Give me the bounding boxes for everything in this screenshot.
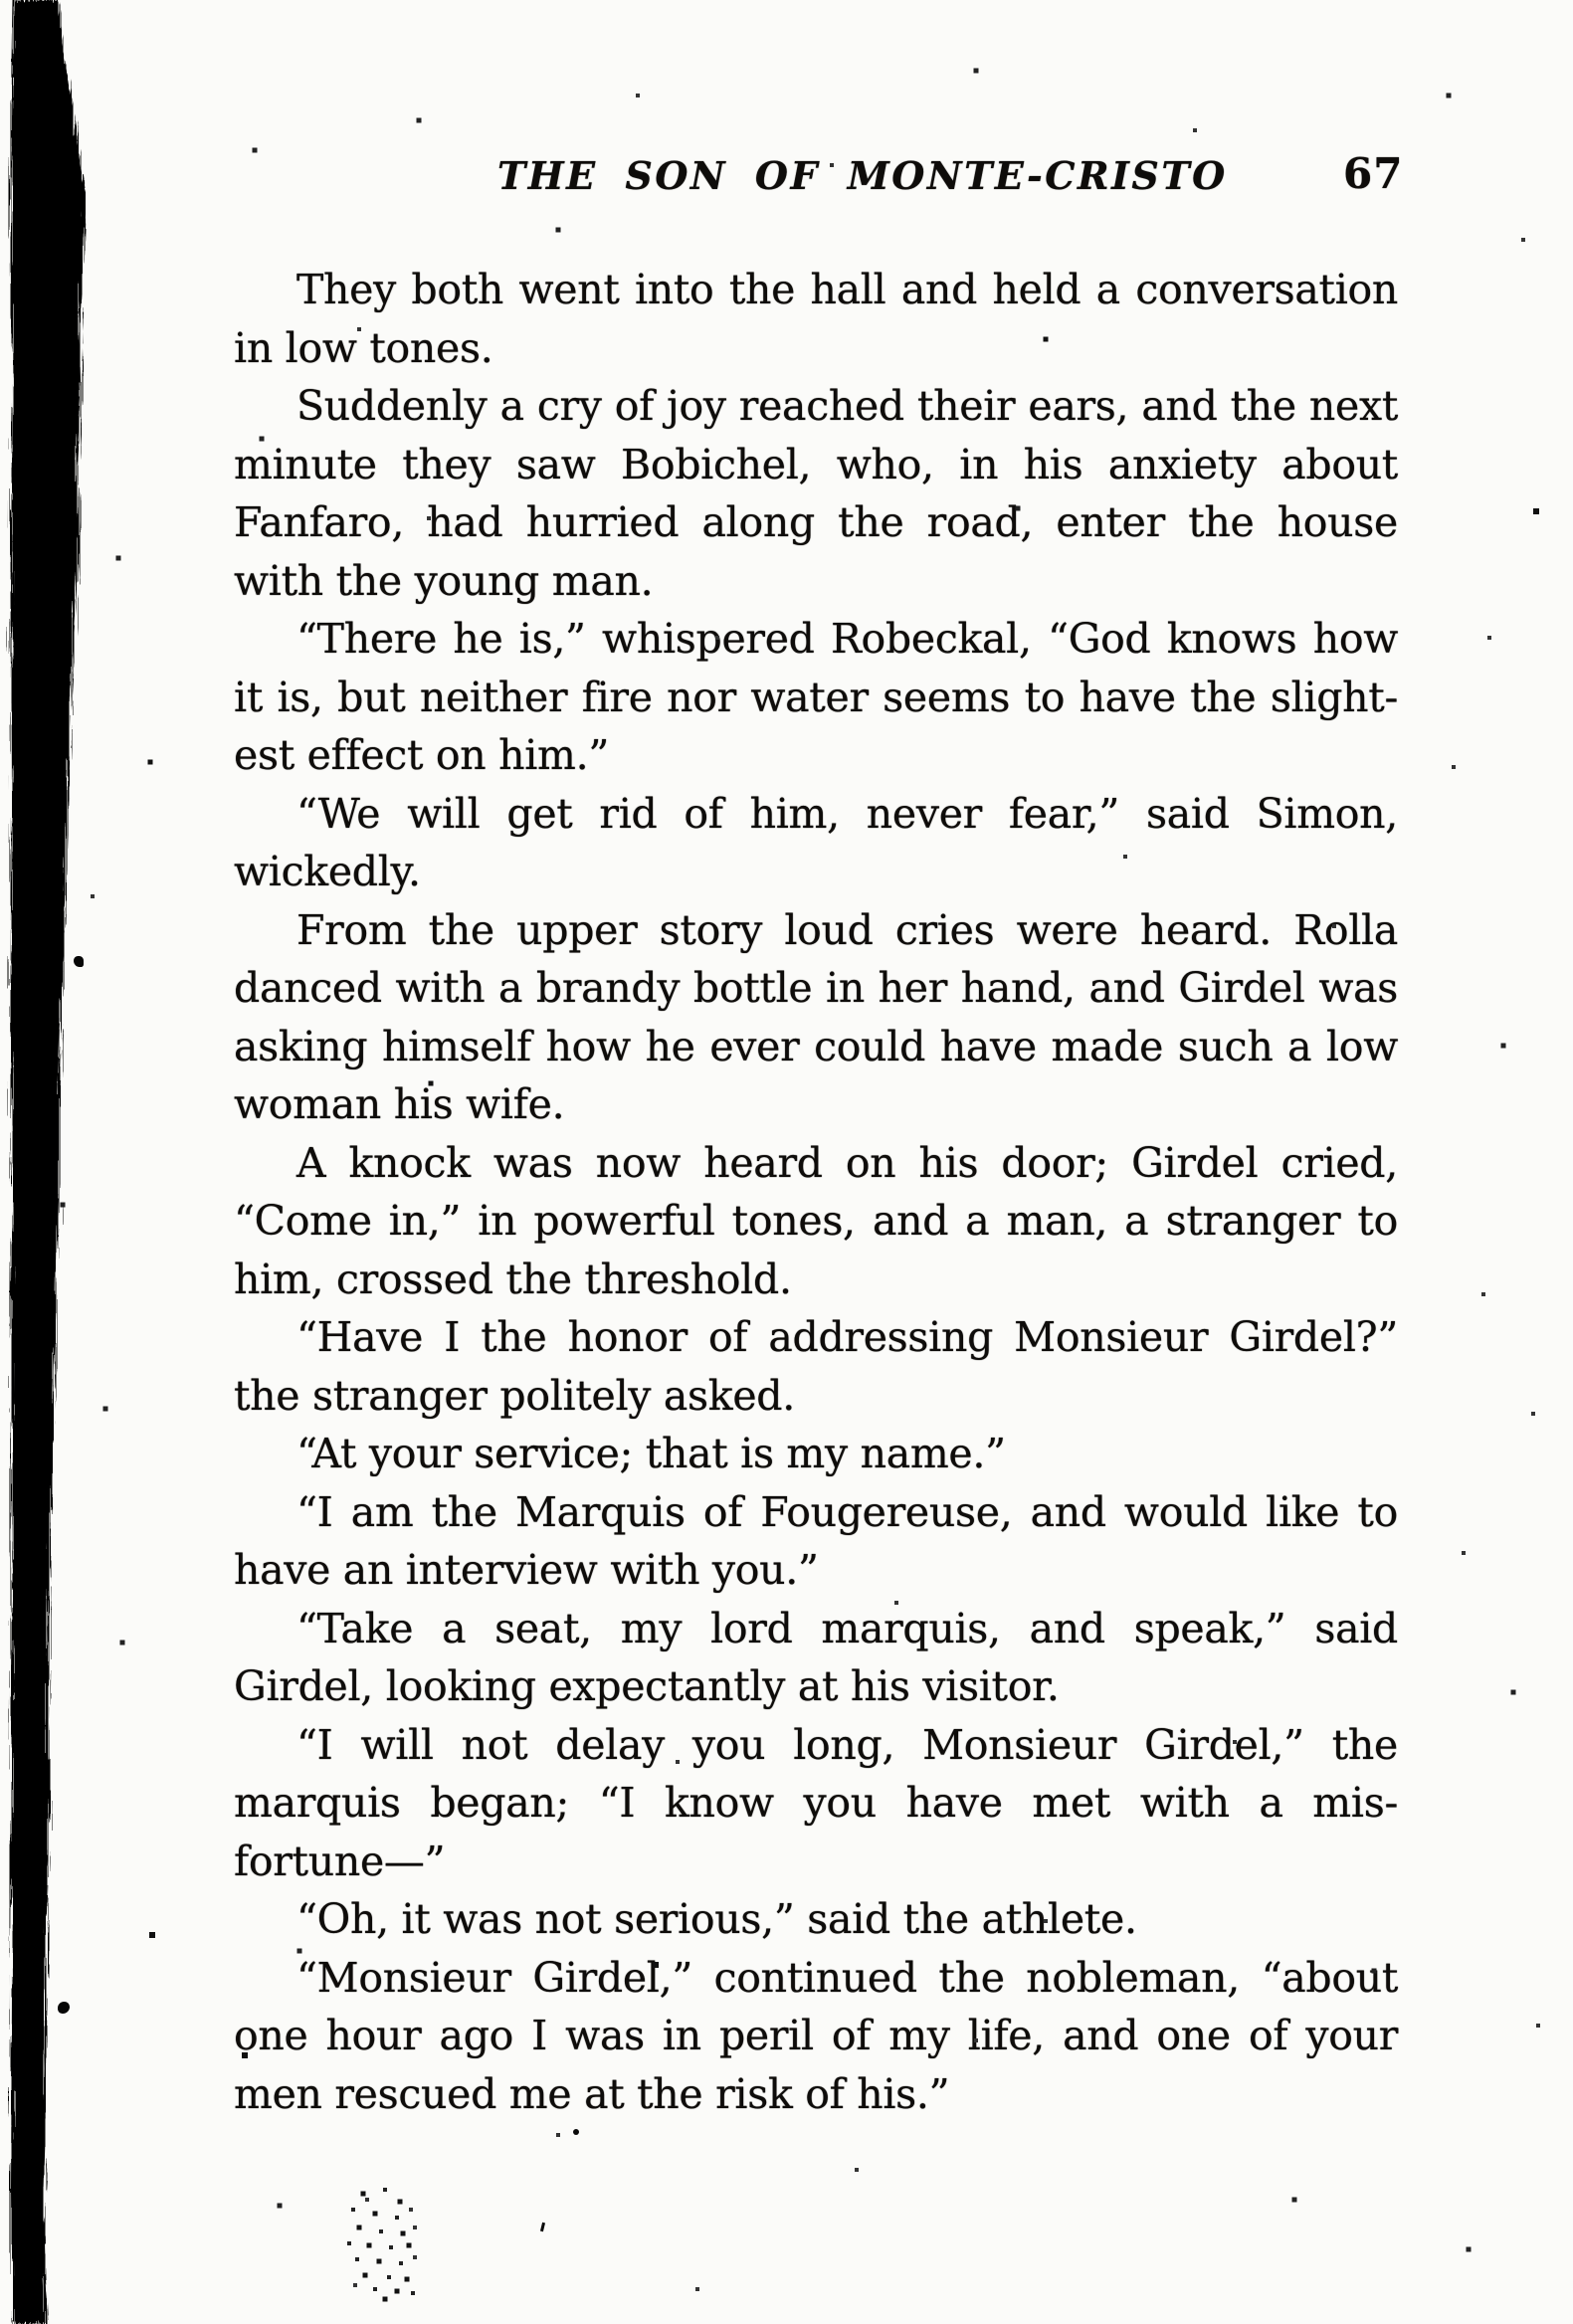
scan-speckle-noise [0, 0, 2, 2]
text-line: “Have I the honor of addressing Monsieur Girdel?” [296, 1313, 1398, 1361]
text-line: “There he is,” whispered Robeckal, “God knows how [296, 615, 1398, 663]
binding-shadow-band [0, 0, 119, 2324]
paragraph [234, 901, 1398, 1134]
paragraph [234, 1308, 1398, 1425]
text-line: “At your service; that is my name.” [296, 1430, 1006, 1477]
paragraph [234, 1949, 1398, 2124]
text-line: him, crossed the threshold. [234, 1255, 792, 1303]
text-line: Fanfaro, had hurried along the road, enter the house [234, 498, 1398, 546]
text-line: fortune—” [234, 1837, 446, 1885]
text-line: “Oh, it was not serious,” said the athlete. [296, 1895, 1137, 1943]
text-block [234, 261, 1398, 2123]
text-line: “Monsieur Girdel,” continued the nobleman, “about [296, 1953, 1398, 2002]
text-line: “I will not delay you long, Monsieur Girdel,” the [296, 1720, 1398, 1769]
text-line: with the young man. [234, 556, 654, 605]
text-line: minute they saw Bobichel, who, in his anxiety about [234, 440, 1398, 488]
text-line: have an interview with you.” [234, 1546, 819, 1594]
text-line: est effect on him.” [234, 731, 609, 779]
text-line: “We will get rid of him, never fear,” said Simon, [296, 789, 1398, 838]
text-line: “Come in,” in powerful tones, and a man, a stranger to [234, 1197, 1398, 1245]
text-line: marquis began; “I know you have met with a mis- [234, 1779, 1398, 1827]
text-line: Girdel, looking expectantly at his visitor. [234, 1662, 1060, 1710]
text-line: From the upper story loud cries were heard. Rolla [296, 905, 1398, 954]
ink-speck [74, 956, 84, 967]
text-line: it is, but neither fire nor water seems to have the slight- [234, 673, 1398, 721]
text-line: “I am the Marquis of Fougereuse, and would like to [296, 1487, 1398, 1536]
text-line: men rescued me at the risk of his.” [234, 2069, 950, 2118]
ink-speck [58, 2002, 70, 2014]
text-line: one hour ago I was in peril of my life, and one of your [234, 2012, 1398, 2059]
page-number: 67 [1343, 149, 1404, 198]
paragraph [234, 1483, 1398, 1600]
text-line: woman his wife. [234, 1080, 565, 1128]
paragraph [234, 1716, 1398, 1891]
paragraph [234, 1600, 1398, 1716]
text-line: wickedly. [234, 848, 421, 895]
text-line: Suddenly a cry of joy reached their ears, and the next [296, 382, 1398, 430]
paragraph [234, 377, 1398, 610]
running-title: THE SON OF MONTE-CRISTO [497, 153, 1228, 198]
paragraph [234, 1134, 1398, 1309]
paragraph [234, 610, 1398, 785]
paragraph [234, 1890, 1398, 1949]
ink-speck [540, 2223, 545, 2231]
text-line: They both went into the hall and held a conversation [296, 266, 1398, 313]
ink-speck [573, 2129, 579, 2135]
text-line: danced with a brandy bottle in her hand, and Girdel was [234, 964, 1398, 1012]
text-line: asking himself how he ever could have made such a low [234, 1022, 1398, 1070]
text-line: in low tones. [234, 323, 493, 372]
text-line: A knock was now heard on his door; Girdel cried, [296, 1138, 1398, 1187]
text-line: “Take a seat, my lord marquis, and speak,” said [296, 1604, 1398, 1652]
paragraph [234, 785, 1398, 901]
paragraph [234, 261, 1398, 377]
scan-smudge-cluster [344, 2187, 346, 2189]
text-line: the stranger politely asked. [234, 1371, 795, 1420]
paragraph [234, 1425, 1398, 1483]
